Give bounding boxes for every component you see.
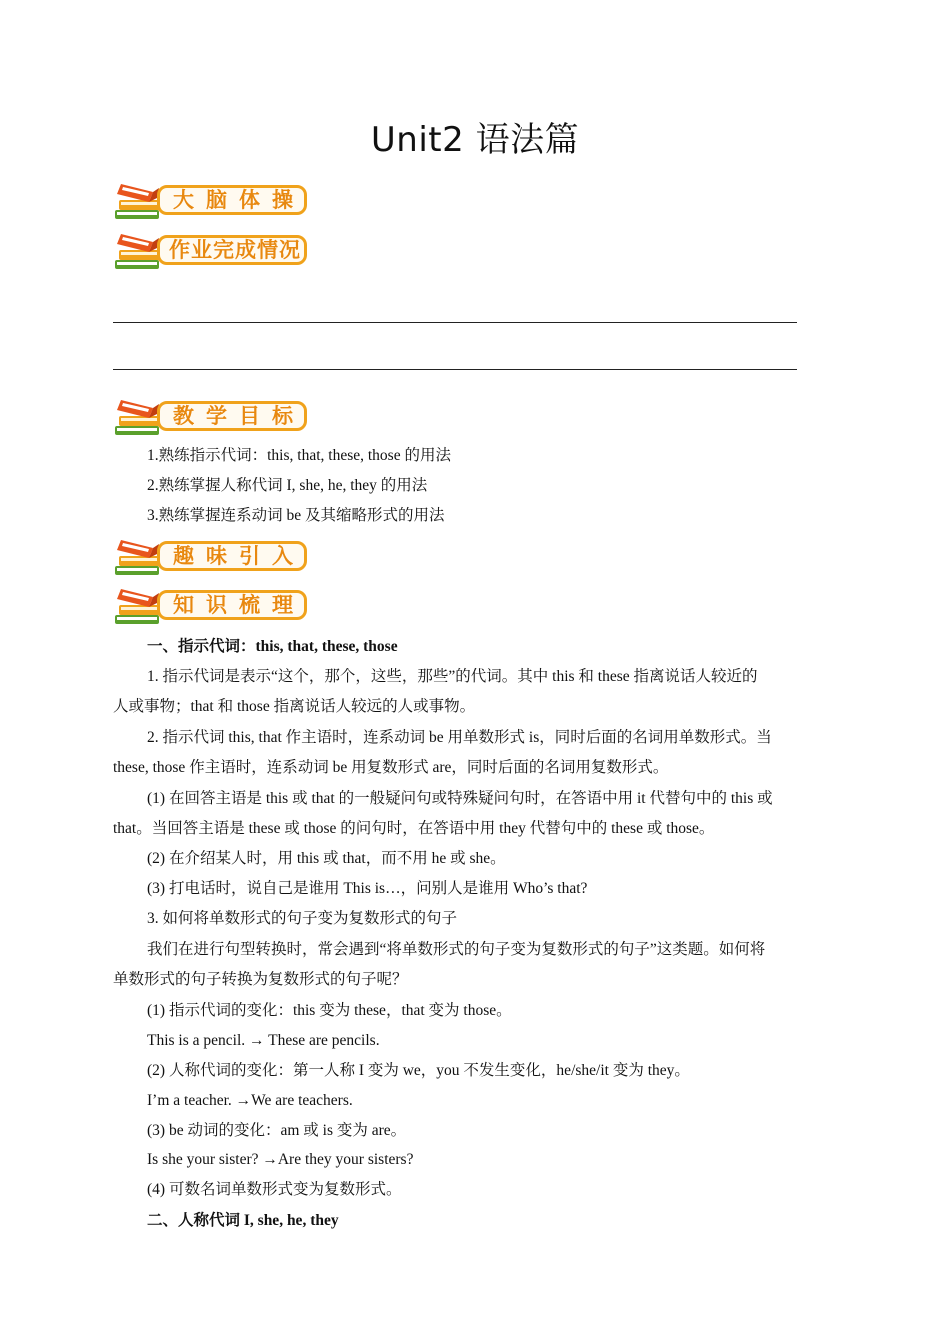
paragraph-line: (3) be 动词的变化：am 或 is 变为 are。 [147, 1122, 407, 1139]
section-title: 作业完成情况 [169, 238, 301, 262]
section-banner-homework [113, 230, 313, 276]
paragraph-line: (2) 在介绍某人时，用 this 或 that，而不用 he 或 she。 [147, 850, 506, 867]
section-heading: 一、指示代词：this, that, these, those [147, 638, 398, 655]
example-sentence: I’m a teacher. →We are teachers. [147, 1092, 353, 1109]
answer-line [113, 369, 797, 370]
paragraph-line: that。当回答主语是 these 或 those 的问句时，在答语中用 they 代替句中的 these 或 those。 [113, 820, 715, 837]
paragraph-line: (2) 人称代词的变化：第一人称 I 变为 we，you 不发生变化，he/she/it 变为 they。 [147, 1062, 690, 1079]
paragraph-line: (4) 可数名词单数形式变为复数形式。 [147, 1181, 402, 1198]
paragraph-line: 人或事物；that 和 those 指离说话人较远的人或事物。 [113, 698, 476, 715]
section-title: 教学目标 [173, 404, 305, 428]
answer-line [113, 322, 797, 323]
paragraph-line: these, those 作主语时，连系动词 be 用复数形式 are，同时后面的名词用复数形式。 [113, 759, 669, 776]
paragraph-line: 单数形式的句子转换为复数形式的句子呢？ [113, 971, 408, 988]
goal-item: 2.熟练掌握人称代词 I, she, he, they 的用法 [147, 477, 428, 494]
section-title: 大脑体操 [173, 188, 305, 212]
paragraph-line: (3) 打电话时，说自己是谁用 This is…，问别人是谁用 Who’s that? [147, 880, 588, 897]
paragraph-line: 2. 指示代词 this, that 作主语时，连系动词 be 用单数形式 is，同时后面的名词用单数形式。当 [147, 729, 772, 746]
paragraph-line: 3. 如何将单数形式的句子变为复数形式的句子 [147, 910, 458, 927]
section-title: 知识梳理 [173, 593, 305, 617]
paragraph-line: (1) 指示代词的变化：this 变为 these，that 变为 those。 [147, 1002, 512, 1019]
section-banner-goals [113, 396, 313, 442]
example-sentence: This is a pencil. → These are pencils. [147, 1032, 380, 1049]
paragraph-line: 1. 指示代词是表示“这个，那个，这些，那些”的代词。其中 this 和 these 指离说话人较近的 [147, 668, 758, 685]
goal-item: 3.熟练掌握连系动词 be 及其缩略形式的用法 [147, 507, 445, 524]
example-sentence: Is she your sister? →Are they your sisters? [147, 1151, 414, 1168]
goal-item: 1.熟练指示代词：this, that, these, those 的用法 [147, 447, 451, 464]
paragraph-line: (1) 在回答主语是 this 或 that 的一般疑问句或特殊疑问句时，在答语中用 it 代替句中的 this 或 [147, 790, 773, 807]
section-banner-brain [113, 180, 313, 226]
section-heading: 二、人称代词 I, she, he, they [147, 1212, 339, 1229]
section-title: 趣味引入 [173, 544, 305, 568]
page-title: Unit2 语法篇 [370, 120, 580, 160]
paragraph-line: 我们在进行句型转换时，常会遇到“将单数形式的句子变为复数形式的句子”这类题。如何将 [147, 941, 766, 958]
section-banner-knowledge [113, 585, 313, 631]
section-banner-intro [113, 536, 313, 582]
